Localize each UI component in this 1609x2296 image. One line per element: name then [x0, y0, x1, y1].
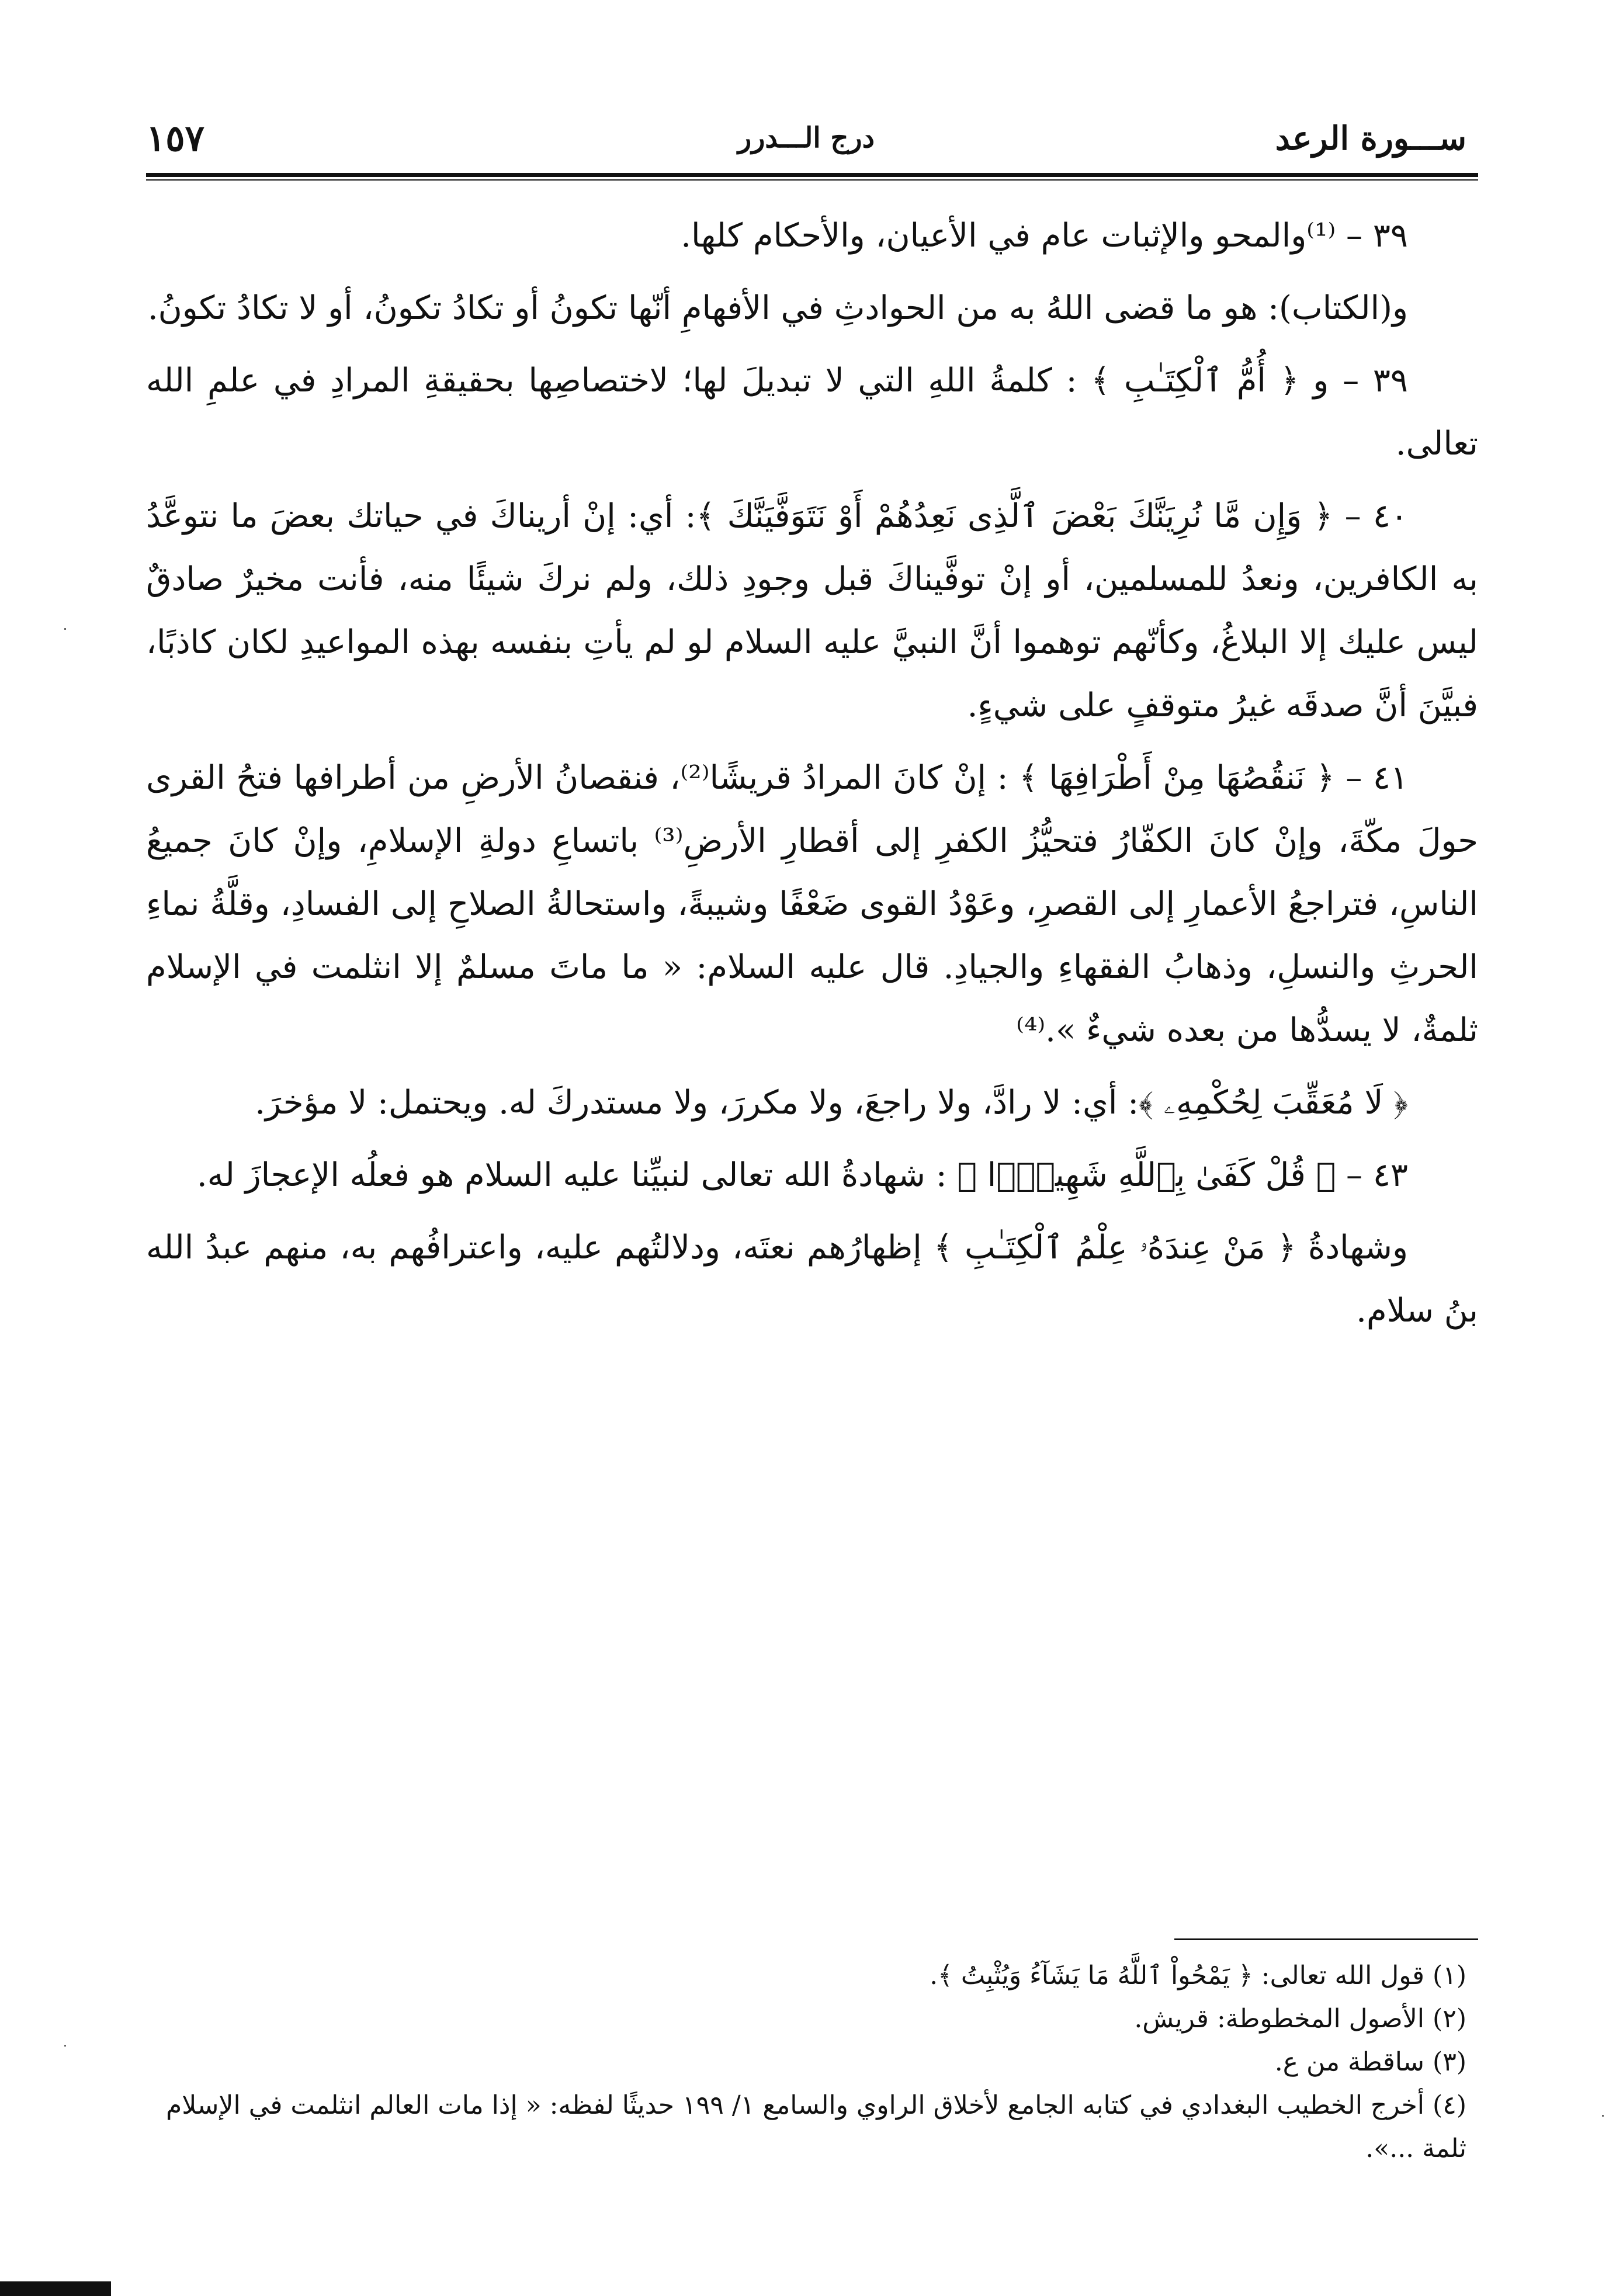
paragraph-shahada: وشهادةُ ﴿ مَنْ عِندَهُۥ عِلْمُ ٱلْكِتَـٰبِ ﴾ إظهارُهم نعتَه، ودلالتُهم عليه، واعترافُهم به، منهم عبدُ الله بنُ سلام.: [146, 1229, 1478, 1330]
footnote-1: (١) قول الله تعالى: ﴿ يَمْحُواْ ٱللَّهُ مَا يَشَآءُ وَيُثْبِتُ ﴾.: [930, 1961, 1466, 1990]
paragraph-40: ٤٠ – ﴿ وَإِن مَّا نُرِيَنَّكَ بَعْضَ ٱلَّذِى نَعِدُهُمْ أَوْ نَتَوَفَّيَنَّكَ ﴾: أي: إنْ أريناكَ في حياتك بعضَ ما نتوعَّدُ به الكافرين، ونعدُ للمسلمين، أو إنْ توفَّيناكَ قبل وجودِ ذلك، ولم نركَ شيئًا منه، فأنت مخيرٌ صادقٌ ليس عليك إلا البلاغُ، وكأنّهم توهموا أنَّ النبيَّ عليه السلام لو لم يأتِ بنفسه بهذه المواعيدِ لكان كاذبًا، فبيَّنَ أنَّ صدقَه غيرُ متوقفٍ على شيءٍ.: [146, 497, 1478, 724]
paragraph-39-note: ٣٩ – ⁽¹⁾والمحو والإثبات عام في الأعيان، والأحكام كلها.: [681, 217, 1408, 255]
paragraph-kitab: و(الكتاب): هو ما قضى اللهُ به من الحوادثِ في الأفهامِ أنّها تكونُ أو تكادُ تكونُ، أو لا تكادُ تكونُ.: [147, 289, 1408, 327]
surah-title: ســـورة الرعد: [1275, 119, 1466, 158]
paragraph-39-umm-alkitab: ٣٩ – و ﴿ أُمُّ ٱلْكِتَـٰبِ ﴾ : كلمةُ اللهِ التي لا تبديلَ لها؛ لاختصاصِها بحقيقةِ المرادِ في علمِ الله تعالى.: [146, 362, 1478, 463]
footnote-2: (٢) الأصول المخطوطة: قريش.: [1134, 2004, 1466, 2034]
footnote-3: (٣) ساقطة من ع.: [1274, 2047, 1466, 2077]
page-number: ١٥٧: [146, 117, 204, 159]
main-text: [146, 204, 1478, 1352]
scan-dot: [64, 2045, 66, 2047]
scan-edge-mark: [0, 2281, 111, 2296]
paragraph-43: ٤٣ – ﴿ قُلْ كَفَىٰ بِٱللَّهِ شَهِيدًۢا ﴾ : شهادةُ الله تعالى لنبيِّنا عليه السلام هو فعلُه الإعجازَ له.: [196, 1156, 1408, 1194]
scan-dot: [64, 628, 66, 630]
paragraph-la-muaqqib: ﴿ لَا مُعَقِّبَ لِحُكْمِهِۦ ﴾: أي: لا رادَّ، ولا راجعَ، ولا مكررَ، ولا مستدركَ له. ويحتمل: لا مؤخرَ.: [255, 1084, 1408, 1122]
scan-dot: [1602, 2115, 1604, 2117]
paragraph-41: ٤١ – ﴿ نَنقُصُهَا مِنْ أَطْرَافِهَا ﴾ : إنْ كانَ المرادُ قريشًا⁽²⁾، فنقصانُ الأرضِ من أطرافها فتحُ القرى حولَ مكّةَ، وإنْ كانَ الكفّارُ فتحيُّزُ الكفرِ إلى أقطارِ الأرضِ⁽³⁾ باتساعِ دولةِ الإسلامِ، وإنْ كانَ جميعُ الناسِ، فتراجعُ الأعمارِ إلى القصرِ، وعَوْدُ القوى ضَعْفًا وشيبةً، واستحالةُ الصلاحِ إلى الفسادِ، وقلَّةُ نماءِ الحرثِ والنسلِ، وذهابُ الفقهاءِ والجيادِ. قال عليه السلام: « ما ماتَ مسلمٌ إلا انثلمت في الإسلام ثلمةٌ، لا يسدُّها من بعده شيءٌ ».⁽⁴⁾: [146, 759, 1478, 1049]
footnotes: [146, 1954, 1478, 2170]
book-title: درج الـــدرر: [738, 122, 875, 154]
footnote-rule: [1174, 1938, 1478, 1940]
header-rule: [146, 173, 1478, 181]
footnote-4: (٤) أخرج الخطيب البغدادي في كتابه الجامع لأخلاق الراوي والسامع ١/ ١٩٩ حديثًا لفظه: « إذا مات العالم انثلمت في الإسلام ثلمة ...».: [166, 2090, 1466, 2163]
running-header: [146, 117, 1466, 169]
